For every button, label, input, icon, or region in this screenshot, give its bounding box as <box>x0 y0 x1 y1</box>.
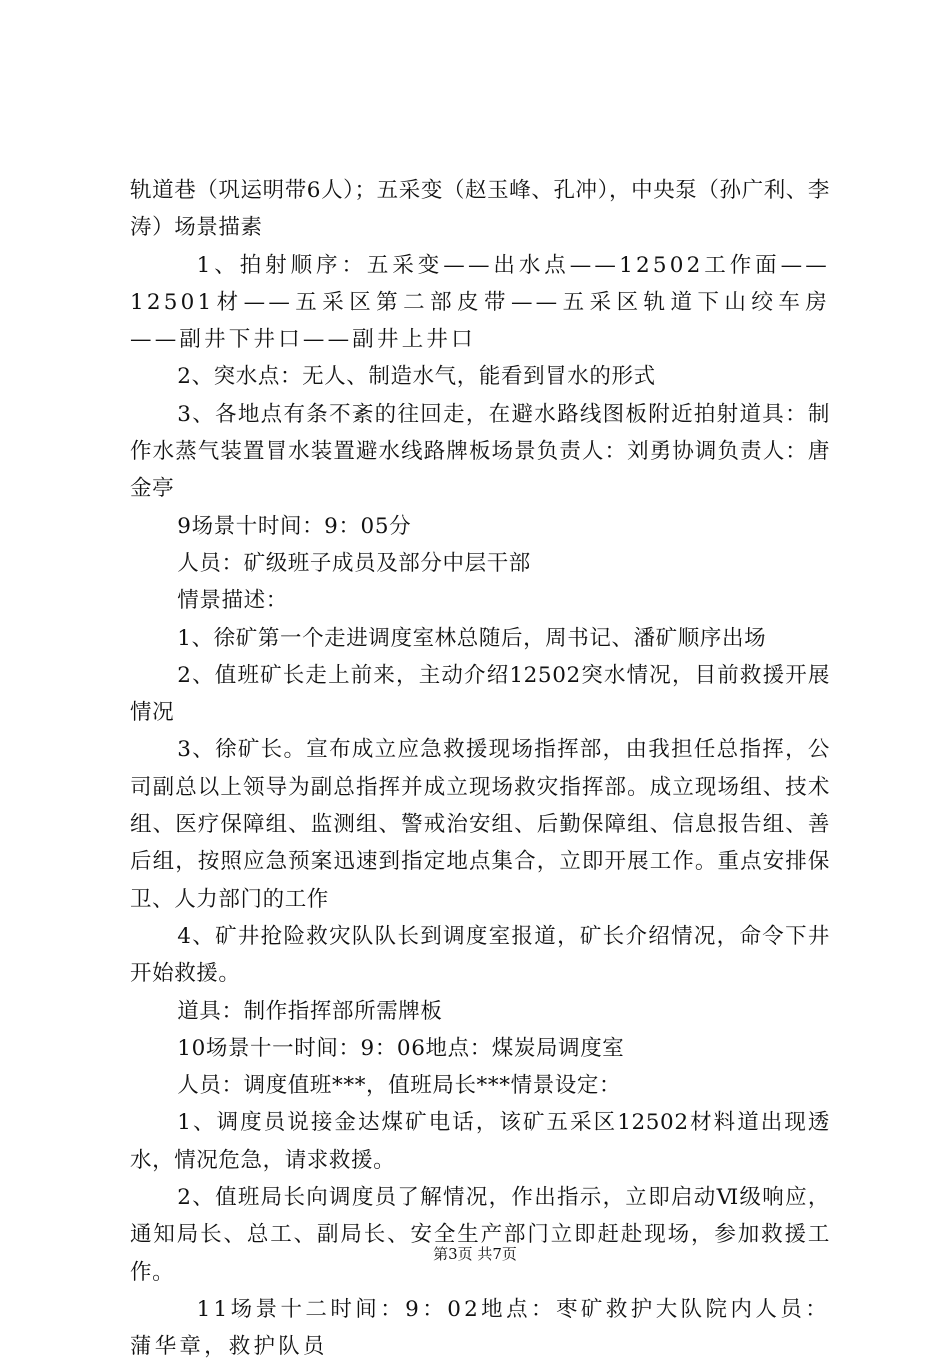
paragraph: 1、调度员说接金达煤矿电话，该矿五采区12502材料道出现透水，情况危急，请求救援。 <box>130 1110 830 1173</box>
paragraph: 情景描述： <box>177 588 288 614</box>
paragraph: 2、突水点：无人、制造水气，能看到冒水的形式 <box>177 364 656 390</box>
paragraph: 10场景十一时间：9：06地点：煤炭局调度室 <box>177 1035 625 1061</box>
paragraph: 1、徐矿第一个走进调度室林总随后，周书记、潘矿顺序出场 <box>177 625 767 651</box>
paragraph: 道具：制作指挥部所需牌板 <box>177 998 443 1024</box>
paragraph: 2、值班局长向调度员了解情况，作出指示，立即启动Ⅵ级响应，通知局长、总工、副局长、安全生产部门立即赶赴现场，参加救援工作。 <box>130 1185 830 1285</box>
document-body <box>130 172 830 1366</box>
paragraph: 4、矿井抢险救灾队队长到调度室报道，矿长介绍情况，命令下井开始救援。 <box>130 923 830 987</box>
page-footer: 第3页 共7页 <box>433 1245 517 1263</box>
paragraph: 1、拍射顺序：五采变——出水点——12502工作面——12501材——五采区第二部皮带——五采区轨道下山绞车房——副井下井口——副井上井口 <box>130 252 830 353</box>
paragraph: 2、值班矿长走上前来，主动介绍12502突水情况，目前救援开展情况 <box>130 662 830 726</box>
paragraph: 轨道巷（巩运明带6人）；五采变（赵玉峰、孔冲），中央泵（孙广利、李涛）场景描素 <box>130 178 830 241</box>
paragraph: 3、各地点有条不紊的往回走，在避水路线图板附近拍射道具：制作水蒸气装置冒水装置避水线路牌板场景负责人：刘勇协调负责人：唐金亭 <box>130 401 830 502</box>
paragraph: 人员：调度值班***，值班局长***情景设定： <box>177 1073 622 1099</box>
paragraph: 11场景十二时间：9：02地点：枣矿救护大队院内人员：蒲华章，救护队员 <box>130 1296 830 1360</box>
paragraph: 人员：矿级班子成员及部分中层干部 <box>177 550 531 576</box>
paragraph: 9场景十时间：9：05分 <box>177 513 412 539</box>
paragraph: 3、徐矿长。宣布成立应急救援现场指挥部，由我担任总指挥，公司副总以上领导为副总指挥并成立现场救灾指挥部。成立现场组、技术组、医疗保障组、监测组、警戒治安组、后勤保障组、信息报告组、善后组，按照应急预案迅速到指定地点集合，立即开展工作。重点安排保卫、人力部门的工作 <box>130 737 830 912</box>
